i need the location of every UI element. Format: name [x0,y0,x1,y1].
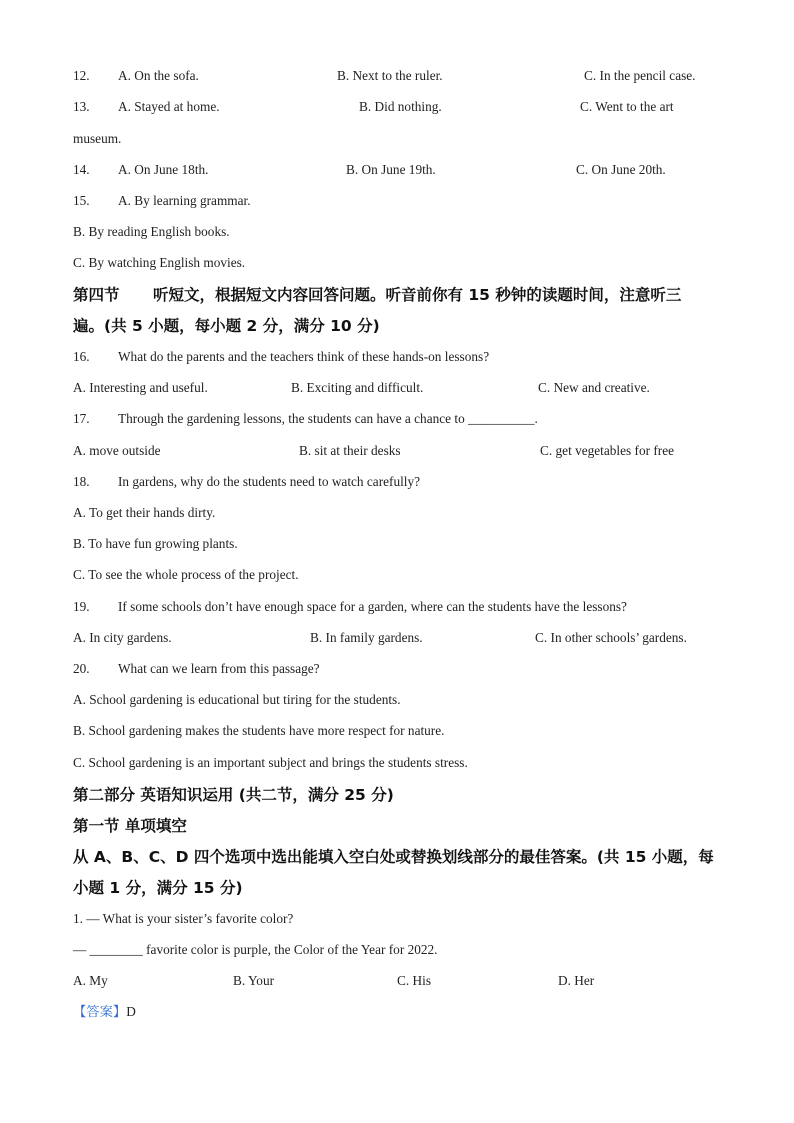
question-text: If some schools don’t have enough space for a garden, where can the students have the lessons? [118,599,627,614]
option-a: A. On the sofa. [118,68,199,83]
option-b: B. Did nothing. [359,99,442,114]
question-reply: — ________ favorite color is purple, the Color of the Year for 2022. [73,942,438,957]
option-b: B. Your [233,973,275,988]
option-a: A. Stayed at home. [118,99,220,114]
question-text: Through the gardening lessons, the students can have a chance to __________. [118,411,538,426]
question-number: 18. [73,474,90,489]
section-heading: 第四节 [73,286,120,304]
option-a: A. In city gardens. [73,630,172,645]
option-c: C. To see the whole process of the project. [73,567,299,582]
question-text: 1. — What is your sister’s favorite color? [73,911,294,926]
question-number: 13. [73,99,90,114]
question-number: 14. [73,162,90,177]
option-b: B. By reading English books. [73,224,230,239]
section-instruction-cont: 小题 1 分，满分 15 分) [73,879,243,897]
question-number: 17. [73,411,90,426]
answer-value: D [126,1004,136,1019]
question-number: 20. [73,661,90,676]
option-a: A. Interesting and useful. [73,380,208,395]
question-number: 12. [73,68,90,83]
option-b: B. To have fun growing plants. [73,536,238,551]
answer-label: 【答案】 [73,1004,127,1019]
option-c: C. In other schools’ gardens. [535,630,687,645]
option-c: C. In the pencil case. [584,68,696,83]
question-text: What do the parents and the teachers think of these hands-on lessons? [118,349,490,364]
option-b: B. In family gardens. [310,630,423,645]
question-text: What can we learn from this passage? [118,661,320,676]
option-c: C. New and creative. [538,380,650,395]
option-a: A. School gardening is educational but tiring for the students. [73,692,401,707]
option-a: A. move outside [73,443,161,458]
answer-line [73,1004,136,1020]
option-a: A. By learning grammar. [118,193,251,208]
section-instruction-cont: 遍。(共 5 小题，每小题 2 分，满分 10 分) [73,317,380,335]
option-c: C. His [397,973,431,988]
option-c: C. Went to the art [580,99,674,114]
option-b: B. Exciting and difficult. [291,380,424,395]
question-number: 16. [73,349,90,364]
option-c: C. On June 20th. [576,162,666,177]
option-a: A. On June 18th. [118,162,209,177]
section-title: 第一节 单项填空 [73,817,187,835]
section-instruction: 从 A、B、C、D 四个选项中选出能填入空白处或替换划线部分的最佳答案。(共 15 小题，每 [73,848,714,866]
question-text: In gardens, why do the students need to watch carefully? [118,474,421,489]
question-number: 15. [73,193,90,208]
option-c: C. get vegetables for free [540,443,675,458]
section-instruction: 听短文，根据短文内容回答问题。听音前你有 15 秒钟的读题时间，注意听三 [153,286,682,304]
option-b: B. School gardening makes the students have more respect for nature. [73,723,445,738]
option-a: A. My [73,973,108,988]
option-b: B. On June 19th. [346,162,436,177]
option-d: D. Her [558,973,595,988]
part-title: 第二部分 英语知识运用 (共二节，满分 25 分) [73,786,394,804]
option-a: A. To get their hands dirty. [73,505,216,520]
question-number: 19. [73,599,90,614]
option-b: B. Next to the ruler. [337,68,443,83]
option-b: B. sit at their desks [299,443,401,458]
option-c-continued: museum. [73,131,122,146]
option-c: C. By watching English movies. [73,255,246,270]
option-c: C. School gardening is an important subject and brings the students stress. [73,755,468,770]
